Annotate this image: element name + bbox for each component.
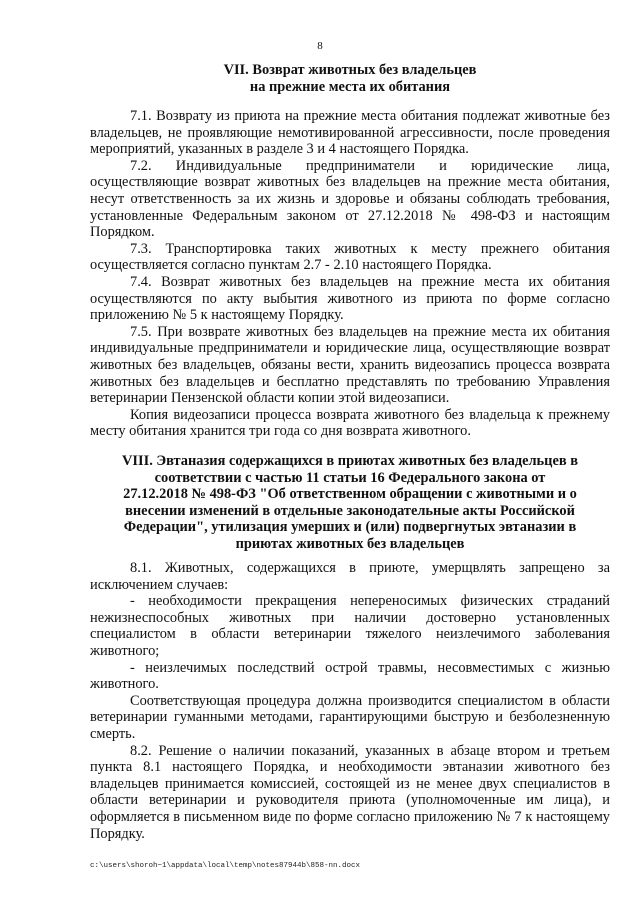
paragraph-7-3: 7.3. Транспортировка таких животных к месту прежнего обитания осуществляется согласно пунктам 2.7 - 2.10 настоящего Порядка. — [90, 240, 610, 274]
paragraph-8-1: 8.1. Животных, содержащихся в приюте, умерщвлять запрещено за исключением случаев: — [90, 560, 610, 593]
footer-file-path: c:\users\shoroh~1\appdata\local\temp\notes87944b\858-nn.docx — [90, 862, 361, 870]
section-8-title-line-6: приютах животных без владельцев — [235, 535, 465, 552]
section-8-title-line-4: внесении изменений в отдельные законодательные акты Российской — [125, 502, 575, 519]
paragraph-8-1-procedure: Соответствующая процедура должна производится специалистом в области ветеринарии гуманными методами, гарантирующими быструю и безболезненную смерть. — [90, 692, 610, 742]
section-8-body — [90, 560, 610, 842]
section-8-title-line-1: VIII. Эвтаназия содержащихся в приютах животных без владельцев в — [122, 453, 578, 469]
section-8-heading — [90, 453, 610, 553]
paragraph-8-1-item-2: - неизлечимых последствий острой травмы, несовместимых с жизнью животного. — [90, 659, 610, 693]
section-7-title-line-1: VII. Возврат животных без владельцев — [223, 62, 477, 78]
section-8-title-line-2: соответствии с частью 11 статьи 16 Федерального закона от — [154, 469, 546, 486]
paragraph-7-2: 7.2. Индивидуальные предприниматели и юридические лица, осуществляющие возврат животных без владельцев на прежние места обитания, несут ответственность за их жизнь и здоровье и обязаны соблюдать требования, установленные Федеральным законом от 27.12.2018 № 498-ФЗ и настоящим Порядком. — [90, 157, 610, 241]
paragraph-7-5-copy: Копия видеозаписи процесса возврата животного без владельца к прежнему месту обитания хранится три года со дня возврата животного. — [90, 406, 610, 440]
paragraph-7-1: 7.1. Возврату из приюта на прежние места обитания подлежат животные без владельцев, не проявляющие немотивированной агрессивности, после проведения мероприятий, указанных в разделе 3 и 4 настоящего Порядка. — [90, 108, 610, 158]
section-7-heading — [90, 62, 610, 95]
section-8-title-line-5: Федерации", утилизация умерших и (или) подвергнутых эвтаназии в — [123, 519, 577, 536]
page-number: 8 — [317, 40, 323, 52]
section-8-title-line-3: 27.12.2018 № 498-ФЗ "Об ответственном обращении с животными и о — [123, 486, 577, 503]
section-7-body — [90, 108, 610, 440]
section-7-title-line-2: на прежние места их обитания — [249, 78, 451, 95]
paragraph-8-1-item-1: - необходимости прекращения непереносимых физических страданий нежизнеспособных животных при наличии достоверно установленных специалистом в области ветеринарии тяжелого неизлечимого заболевания животного; — [90, 593, 610, 659]
paragraph-8-2: 8.2. Решение о наличии показаний, указанных в абзаце втором и третьем пункта 8.1 настоящего Порядка, и необходимости эвтаназии животного без владельцев принимается комиссией, состоящей из не менее двух специалистов в области ветеринарии и руководителя приюта (уполномоченные им лица), и оформляется в письменном виде по форме согласно приложению № 7 к настоящему Порядку. — [90, 742, 610, 842]
paragraph-7-5: 7.5. При возврате животных без владельцев на прежние места их обитания индивидуальные предприниматели и юридические лица, осуществляющие возврат животных без владельцев, обязаны вести, хранить видеозапись процесса возврата животных без владельцев и бесплатно представлять по требованию Управления ветеринарии Пензенской области копии этой видеозаписи. — [90, 323, 610, 407]
paragraph-7-4: 7.4. Возврат животных без владельцев на прежние места их обитания осуществляются по акту выбытия животного из приюта по форме согласно приложению № 5 к настоящему Порядку. — [90, 273, 610, 324]
